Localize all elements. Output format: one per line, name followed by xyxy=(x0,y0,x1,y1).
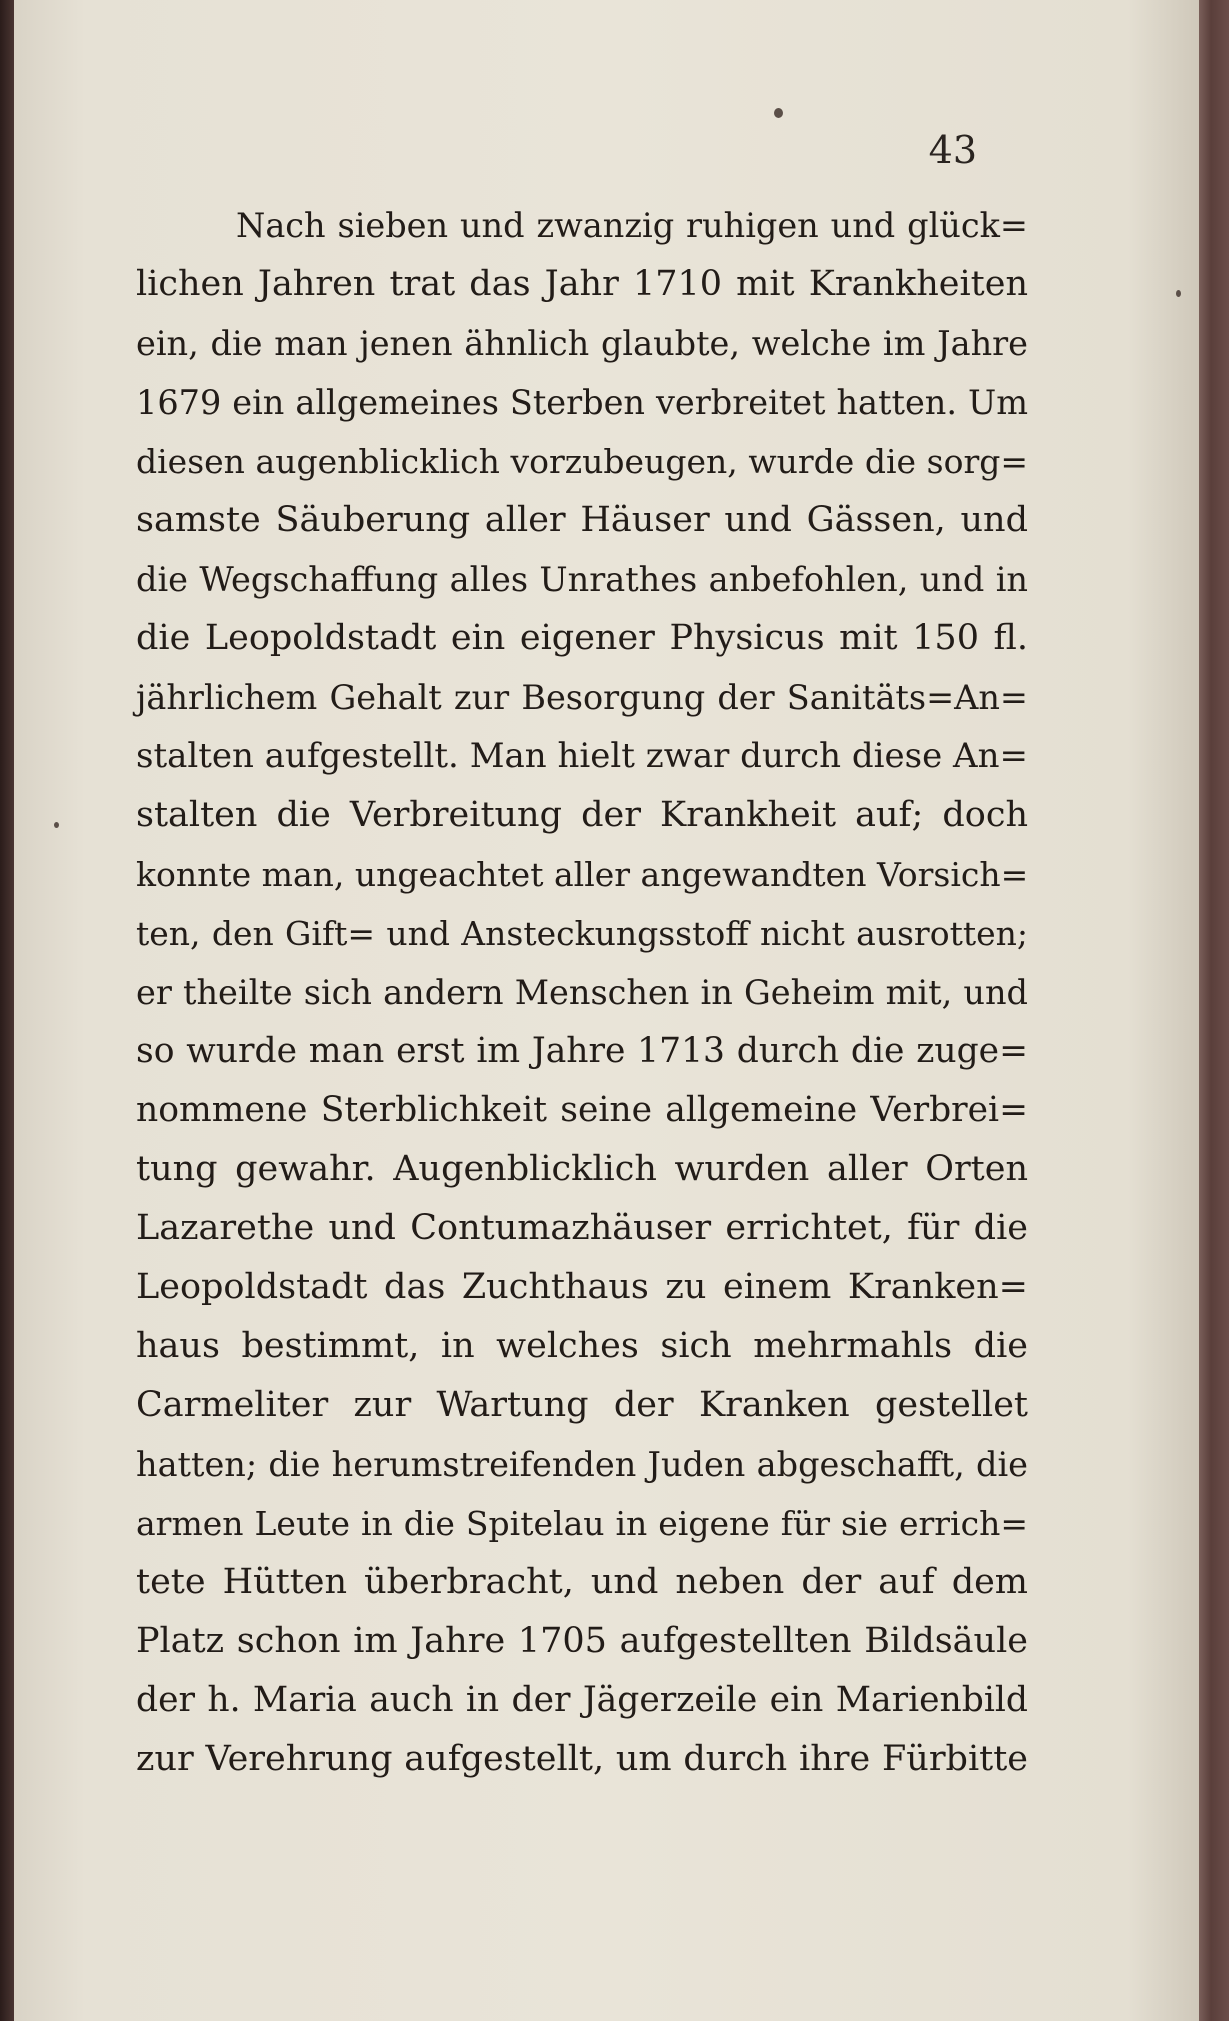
text-line: zur Verehrung aufgestellt, um durch ihre Fürbitte xyxy=(136,1739,1028,1779)
text-line: er theilte sich andern Menschen in Geheim mit, und xyxy=(136,973,1028,1012)
text-line: haus bestimmt, in welches sich mehrmahls die xyxy=(136,1326,1028,1366)
book-binding-left xyxy=(0,0,14,2021)
text-line: diesen augenblicklich vorzubeugen, wurde die sorg= xyxy=(136,442,1028,481)
body-text xyxy=(136,196,1028,1789)
text-line: die Leopoldstadt ein eigener Physicus mit 150 fl. xyxy=(136,618,1028,658)
text-line: stalten aufgestellt. Man hielt zwar durch diese An= xyxy=(136,736,1028,776)
ink-speck xyxy=(1176,290,1181,297)
book-cover-edge-right xyxy=(1199,0,1229,2021)
ink-speck xyxy=(774,108,783,118)
text-line: Leopoldstadt das Zuchthaus zu einem Kranken= xyxy=(136,1267,1028,1307)
text-line: Lazarethe und Contumazhäuser errichtet, für die xyxy=(136,1208,1028,1248)
text-line: konnte man, ungeachtet aller angewandten Vorsich= xyxy=(136,855,1029,894)
text-line: Platz schon im Jahre 1705 aufgestellten Bildsäule xyxy=(136,1621,1028,1661)
text-line: jährlichem Gehalt zur Besorgung der Sanitäts=An= xyxy=(136,678,1028,717)
text-line: samste Säuberung aller Häuser und Gässen, und xyxy=(136,500,1028,540)
text-line: lichen Jahren trat das Jahr 1710 mit Krankheiten xyxy=(136,264,1028,304)
text-line: ten, den Gift= und Ansteckungsstoff nicht ausrotten; xyxy=(136,914,1028,953)
text-line: tete Hütten überbracht, und neben der auf dem xyxy=(136,1562,1028,1602)
text-line: die Wegschaffung alles Unrathes anbefohlen, und in xyxy=(136,560,1028,599)
text-line: hatten; die herumstreifenden Juden abgeschafft, die xyxy=(136,1445,1028,1484)
text-line: armen Leute in die Spitelau in eigene für sie errich= xyxy=(136,1504,1028,1543)
page-number: 43 xyxy=(928,128,977,172)
text-line: ein, die man jenen ähnlich glaubte, welche im Jahre xyxy=(136,324,1028,363)
text-line: Nach sieben und zwanzig ruhigen und glück= xyxy=(236,206,1028,245)
text-line: der h. Maria auch in der Jägerzeile ein Marienbild xyxy=(136,1680,1028,1720)
text-line: stalten die Verbreitung der Krankheit auf; doch xyxy=(136,795,1028,835)
text-line: nommene Sterblichkeit seine allgemeine Verbrei= xyxy=(136,1090,1028,1130)
text-line: Carmeliter zur Wartung der Kranken gestellet xyxy=(136,1385,1028,1425)
ink-speck xyxy=(54,822,59,828)
text-line: tung gewahr. Augenblicklich wurden aller Orten xyxy=(136,1149,1028,1189)
text-line: 1679 ein allgemeines Sterben verbreitet hatten. Um xyxy=(136,383,1028,422)
book-page xyxy=(14,0,1199,2021)
text-line: so wurde man erst im Jahre 1713 durch die zuge= xyxy=(136,1031,1028,1071)
